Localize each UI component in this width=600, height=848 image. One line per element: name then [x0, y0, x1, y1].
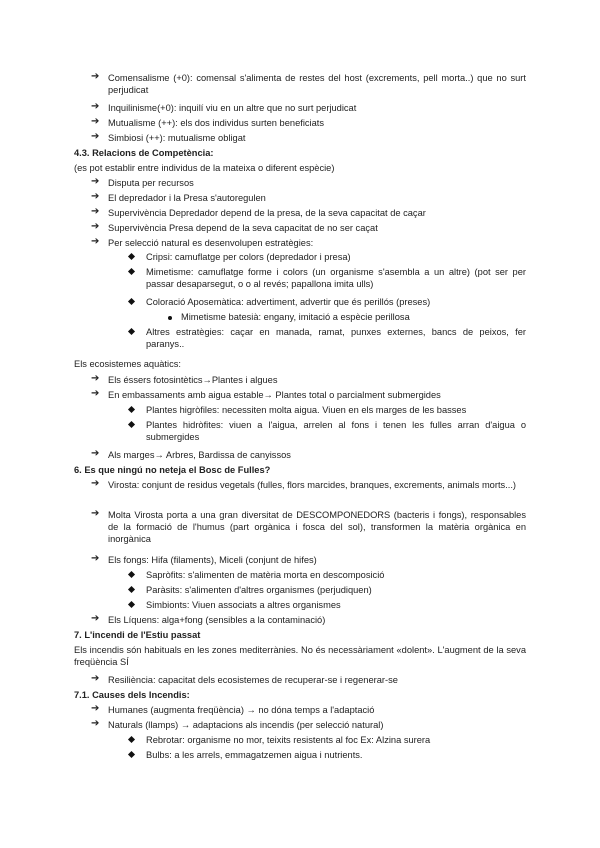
list-item: Inquilinisme(+0): inquilí viu en un altre que no surt perjudicat — [108, 103, 357, 113]
paragraph: Els incendis són habituals en les zones mediterrànies. No és necessàriament «dolent». L'augment de la seva freqüència SÍ — [74, 645, 526, 667]
sub-list-item: Cripsi: camuflatge per colors (depredador i presa) — [146, 252, 351, 262]
arrow-bullet-icon: ➔ — [91, 206, 100, 217]
section-heading: 7.1. Causes dels Incendis: — [74, 690, 190, 700]
list-item: Comensalisme (+0): comensal s'alimenta de restes del host (excrements, pell morta..) que no surt perjudicat — [108, 73, 526, 95]
arrow-bullet-icon: ➔ — [91, 673, 100, 684]
list-item: Mutualisme (++): els dos individus surten beneficiats — [108, 118, 324, 128]
list-item: Disputa per recursos — [108, 178, 194, 188]
arrow-bullet-icon: ➔ — [91, 448, 100, 459]
list-item: Molta Virosta porta a una gran diversitat de DESCOMPONEDORS (bacteris i fongs), responsables de la formació de l'humus (part orgànica i fosca del sol), transformen la matèria orgànica en inorgànica — [108, 510, 526, 544]
sub-list-item: Coloració Aposemàtica: advertiment, advertir que és perillós (preses) — [146, 297, 431, 307]
arrow-bullet-icon: ➔ — [91, 221, 100, 232]
arrow-bullet-icon: ➔ — [91, 131, 100, 142]
section-heading: 7. L'incendi de l'Estiu passat — [74, 630, 201, 640]
list-item: Per selecció natural es desenvolupen estratègies: — [108, 238, 314, 248]
sub-list-item: Mimetisme: camuflatge forme i colors (un organisme s'asembla a un altre) (pot ser per passar desaparsegut, o o al revés; papallona imita ulls) — [146, 267, 526, 289]
list-item: Els fongs: Hifa (filaments), Miceli (conjunt de hifes) — [108, 555, 317, 565]
arrow-bullet-icon: ➔ — [91, 116, 100, 127]
diamond-bullet-icon — [128, 421, 135, 428]
sub-list-item: Sapròfits: s'alimenten de matèria morta en descomposició — [146, 570, 385, 580]
list-item: En embassaments amb aigua estable→ Plantes total o parcialment submergides — [108, 390, 441, 400]
arrow-bullet-icon: ➔ — [91, 553, 100, 564]
section-heading: 4.3. Relacions de Competència: — [74, 148, 214, 158]
diamond-bullet-icon — [128, 751, 135, 758]
sub-list-item: Simbionts: Viuen associats a altres organismes — [146, 600, 341, 610]
arrow-bullet-icon: ➔ — [91, 703, 100, 714]
list-item: Als marges→ Arbres, Bardissa de canyissos — [108, 450, 291, 460]
diamond-bullet-icon — [128, 601, 135, 608]
arrow-bullet-icon: ➔ — [91, 718, 100, 729]
diamond-bullet-icon — [128, 571, 135, 578]
list-item: Resiliència: capacitat dels ecosistemes de recuperar-se i regenerar-se — [108, 675, 398, 685]
arrow-bullet-icon: ➔ — [91, 236, 100, 247]
arrow-bullet-icon: ➔ — [91, 613, 100, 624]
diamond-bullet-icon — [128, 328, 135, 335]
diamond-bullet-icon — [128, 586, 135, 593]
dot-bullet-icon — [168, 316, 172, 320]
arrow-bullet-icon: ➔ — [91, 71, 100, 82]
list-item: Supervivència Presa depend de la seva capacitat de no ser caçat — [108, 223, 378, 233]
list-item: Humanes (augmenta freqüència) → no dóna temps a l'adaptació — [108, 705, 375, 715]
list-item: Naturals (llamps) → adaptacions als incendis (per selecció natural) — [108, 720, 384, 730]
list-item: El depredador i la Presa s'autoregulen — [108, 193, 266, 203]
arrow-bullet-icon: ➔ — [91, 191, 100, 202]
diamond-bullet-icon — [128, 406, 135, 413]
diamond-bullet-icon — [128, 253, 135, 260]
sub-list-item: Rebrotar: organisme no mor, teixits resistents al foc Ex: Alzina surera — [146, 735, 431, 745]
sub-list-item: Plantes higròfiles: necessiten molta aigua. Viuen en els marges de les basses — [146, 405, 467, 415]
arrow-bullet-icon: ➔ — [91, 101, 100, 112]
list-item: Virosta: conjunt de residus vegetals (fulles, flors marcides, branques, excrements, animals morts...) — [108, 480, 517, 490]
list-item: Supervivència Depredador depend de la presa, de la seva capacitat de caçar — [108, 208, 426, 218]
arrow-bullet-icon: ➔ — [91, 508, 100, 519]
sub-list-item: Altres estratègies: caçar en manada, ramat, punxes externes, bancs de peixos, fer paranys.. — [146, 327, 526, 349]
arrow-bullet-icon: ➔ — [91, 388, 100, 399]
list-item: Simbiosi (++): mutualisme obligat — [108, 133, 246, 143]
section-heading: 6. Es que ningú no neteja el Bosc de Fulles? — [74, 465, 271, 475]
arrow-bullet-icon: ➔ — [91, 373, 100, 384]
paragraph: (es pot establir entre individus de la mateixa o diferent espècie) — [74, 163, 335, 173]
diamond-bullet-icon — [128, 736, 135, 743]
sub-list-item: Paràsits: s'alimenten d'altres organismes (perjudiquen) — [146, 585, 372, 595]
sub-list-item: Plantes hidròfites: viuen a l'aigua, arrelen al fons i tenen les fulles arran d'aigua o submergides — [146, 420, 526, 442]
list-item: Els Líquens: alga+fong (sensibles a la contaminació) — [108, 615, 326, 625]
diamond-bullet-icon — [128, 268, 135, 275]
sub-sub-list-item: Mimetisme batesià: engany, imitació a espècie perillosa — [181, 312, 410, 322]
paragraph: Els ecosistemes aquàtics: — [74, 359, 181, 369]
list-item: Els éssers fotosintètics→Plantes i algues — [108, 375, 278, 385]
arrow-bullet-icon: ➔ — [91, 176, 100, 187]
sub-list-item: Bulbs: a les arrels, emmagatzemen aigua i nutrients. — [146, 750, 363, 760]
arrow-bullet-icon: ➔ — [91, 478, 100, 489]
diamond-bullet-icon — [128, 298, 135, 305]
